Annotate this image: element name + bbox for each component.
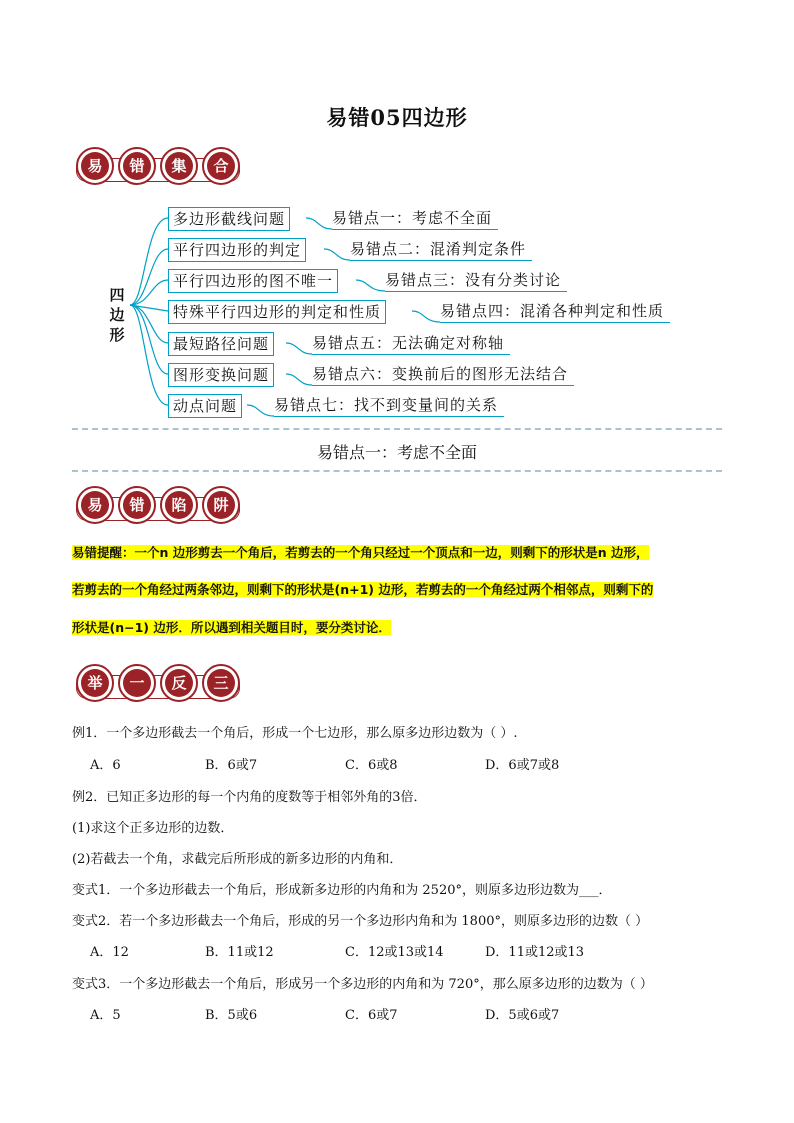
- option-d: D．11或12或13: [485, 945, 585, 960]
- mindmap-note: 易错点三：没有分类讨论: [385, 269, 567, 292]
- option-b: B．11或12: [205, 945, 274, 960]
- banner-jyfs: [72, 660, 242, 710]
- mindmap-topic: 图形变换问题: [168, 363, 274, 387]
- divider: [72, 428, 722, 430]
- option-b: B．5或6: [205, 1008, 258, 1023]
- banner-char: 合: [207, 152, 235, 180]
- mindmap-root: 四边形: [109, 286, 125, 344]
- banner-circle: [76, 486, 114, 524]
- banner-circle: [118, 664, 156, 702]
- page-title: 易错05四边形: [326, 105, 468, 130]
- banner-circle: [118, 486, 156, 524]
- banner-char: 阱: [207, 491, 235, 519]
- banner-circle: [202, 486, 240, 524]
- option-a: A．6: [90, 758, 121, 773]
- tip-line: 若剪去的一个角经过两条邻边，则剩下的形状是(n+1) 边形，若剪去的一个角经过两个相邻点，则剩下的: [72, 582, 654, 597]
- mindmap-note: 易错点六：变换前后的图形无法结合: [312, 363, 574, 386]
- divider: [72, 470, 722, 472]
- variant-2: 变式2．若一个多边形截去一个角后，形成的另一个多边形内角和为 1800°，则原多边形的边数（ ）: [72, 914, 649, 929]
- option-c: C．6或8: [345, 758, 398, 773]
- mindmap-note: 易错点七：找不到变量间的关系: [274, 394, 504, 417]
- banner-char: 错: [123, 491, 151, 519]
- banner-char: 反: [165, 669, 193, 697]
- banner-char: 错: [123, 152, 151, 180]
- mindmap-note: 易错点二：混淆判定条件: [350, 238, 532, 261]
- option-b: B．6或7: [205, 758, 258, 773]
- mindmap-note: 易错点五：无法确定对称轴: [312, 332, 510, 355]
- variant-3: 变式3．一个多边形截去一个角后，形成另一个多边形的内角和为 720°，那么原多边形的边数为（ ）: [72, 977, 653, 992]
- banner-char: 易: [81, 491, 109, 519]
- option-d: D．6或7或8: [485, 758, 560, 773]
- banner-char: 一: [123, 669, 151, 697]
- banner-char: 陷: [165, 491, 193, 519]
- mindmap-topic: 平行四边形的图不唯一: [168, 269, 338, 293]
- banner-yicuo-xianjing: [72, 482, 242, 532]
- mindmap-topic: 平行四边形的判定: [168, 238, 306, 262]
- option-c: C．6或7: [345, 1008, 398, 1023]
- banner-char: 三: [207, 669, 235, 697]
- mindmap-topic: 最短路径问题: [168, 332, 274, 356]
- banner-circle: [76, 664, 114, 702]
- mindmap-note: 易错点一：考虑不全面: [332, 207, 498, 230]
- mindmap-topic: 特殊平行四边形的判定和性质: [168, 300, 386, 324]
- example-2: 例2．已知正多边形的每一个内角的度数等于相邻外角的3倍．: [72, 790, 427, 805]
- example-1: 例1．一个多边形截去一个角后，形成一个七边形，那么原多边形边数为（ ）.: [72, 726, 518, 741]
- option-a: A．12: [90, 945, 129, 960]
- banner-circle: [202, 664, 240, 702]
- tip-block: [72, 543, 722, 643]
- tip-line: 形状是(n−1) 边形．所以遇到相关题目时，要分类讨论．: [72, 620, 391, 635]
- example-2-part-2: (2)若截去一个角，求截完后所形成的新多边形的内角和．: [72, 852, 403, 867]
- mindmap-topic: 多边形截线问题: [168, 207, 290, 231]
- mindmap-topic: 动点问题: [168, 394, 242, 418]
- banner-circle: [160, 664, 198, 702]
- mindmap-note: 易错点四：混淆各种判定和性质: [440, 300, 670, 323]
- banner-char: 集: [165, 152, 193, 180]
- section-title: 易错点一：考虑不全面: [316, 443, 477, 462]
- variant-1: 变式1．一个多边形截去一个角后，形成新多边形的内角和为 2520°，则原多边形边数为___．: [72, 883, 612, 898]
- banner-char: 易: [81, 152, 109, 180]
- banner-circle: [160, 486, 198, 524]
- banner-char: 举: [81, 669, 109, 697]
- option-a: A．5: [90, 1008, 121, 1023]
- tip-line: 易错提醒：一个n 边形剪去一个角后，若剪去的一个角只经过一个顶点和一边，则剩下的形状是n 边形，: [72, 545, 649, 560]
- example-2-part-1: (1)求这个正多边形的边数．: [72, 821, 234, 836]
- option-d: D．5或6或7: [485, 1008, 560, 1023]
- option-c: C．12或13或14: [345, 945, 444, 960]
